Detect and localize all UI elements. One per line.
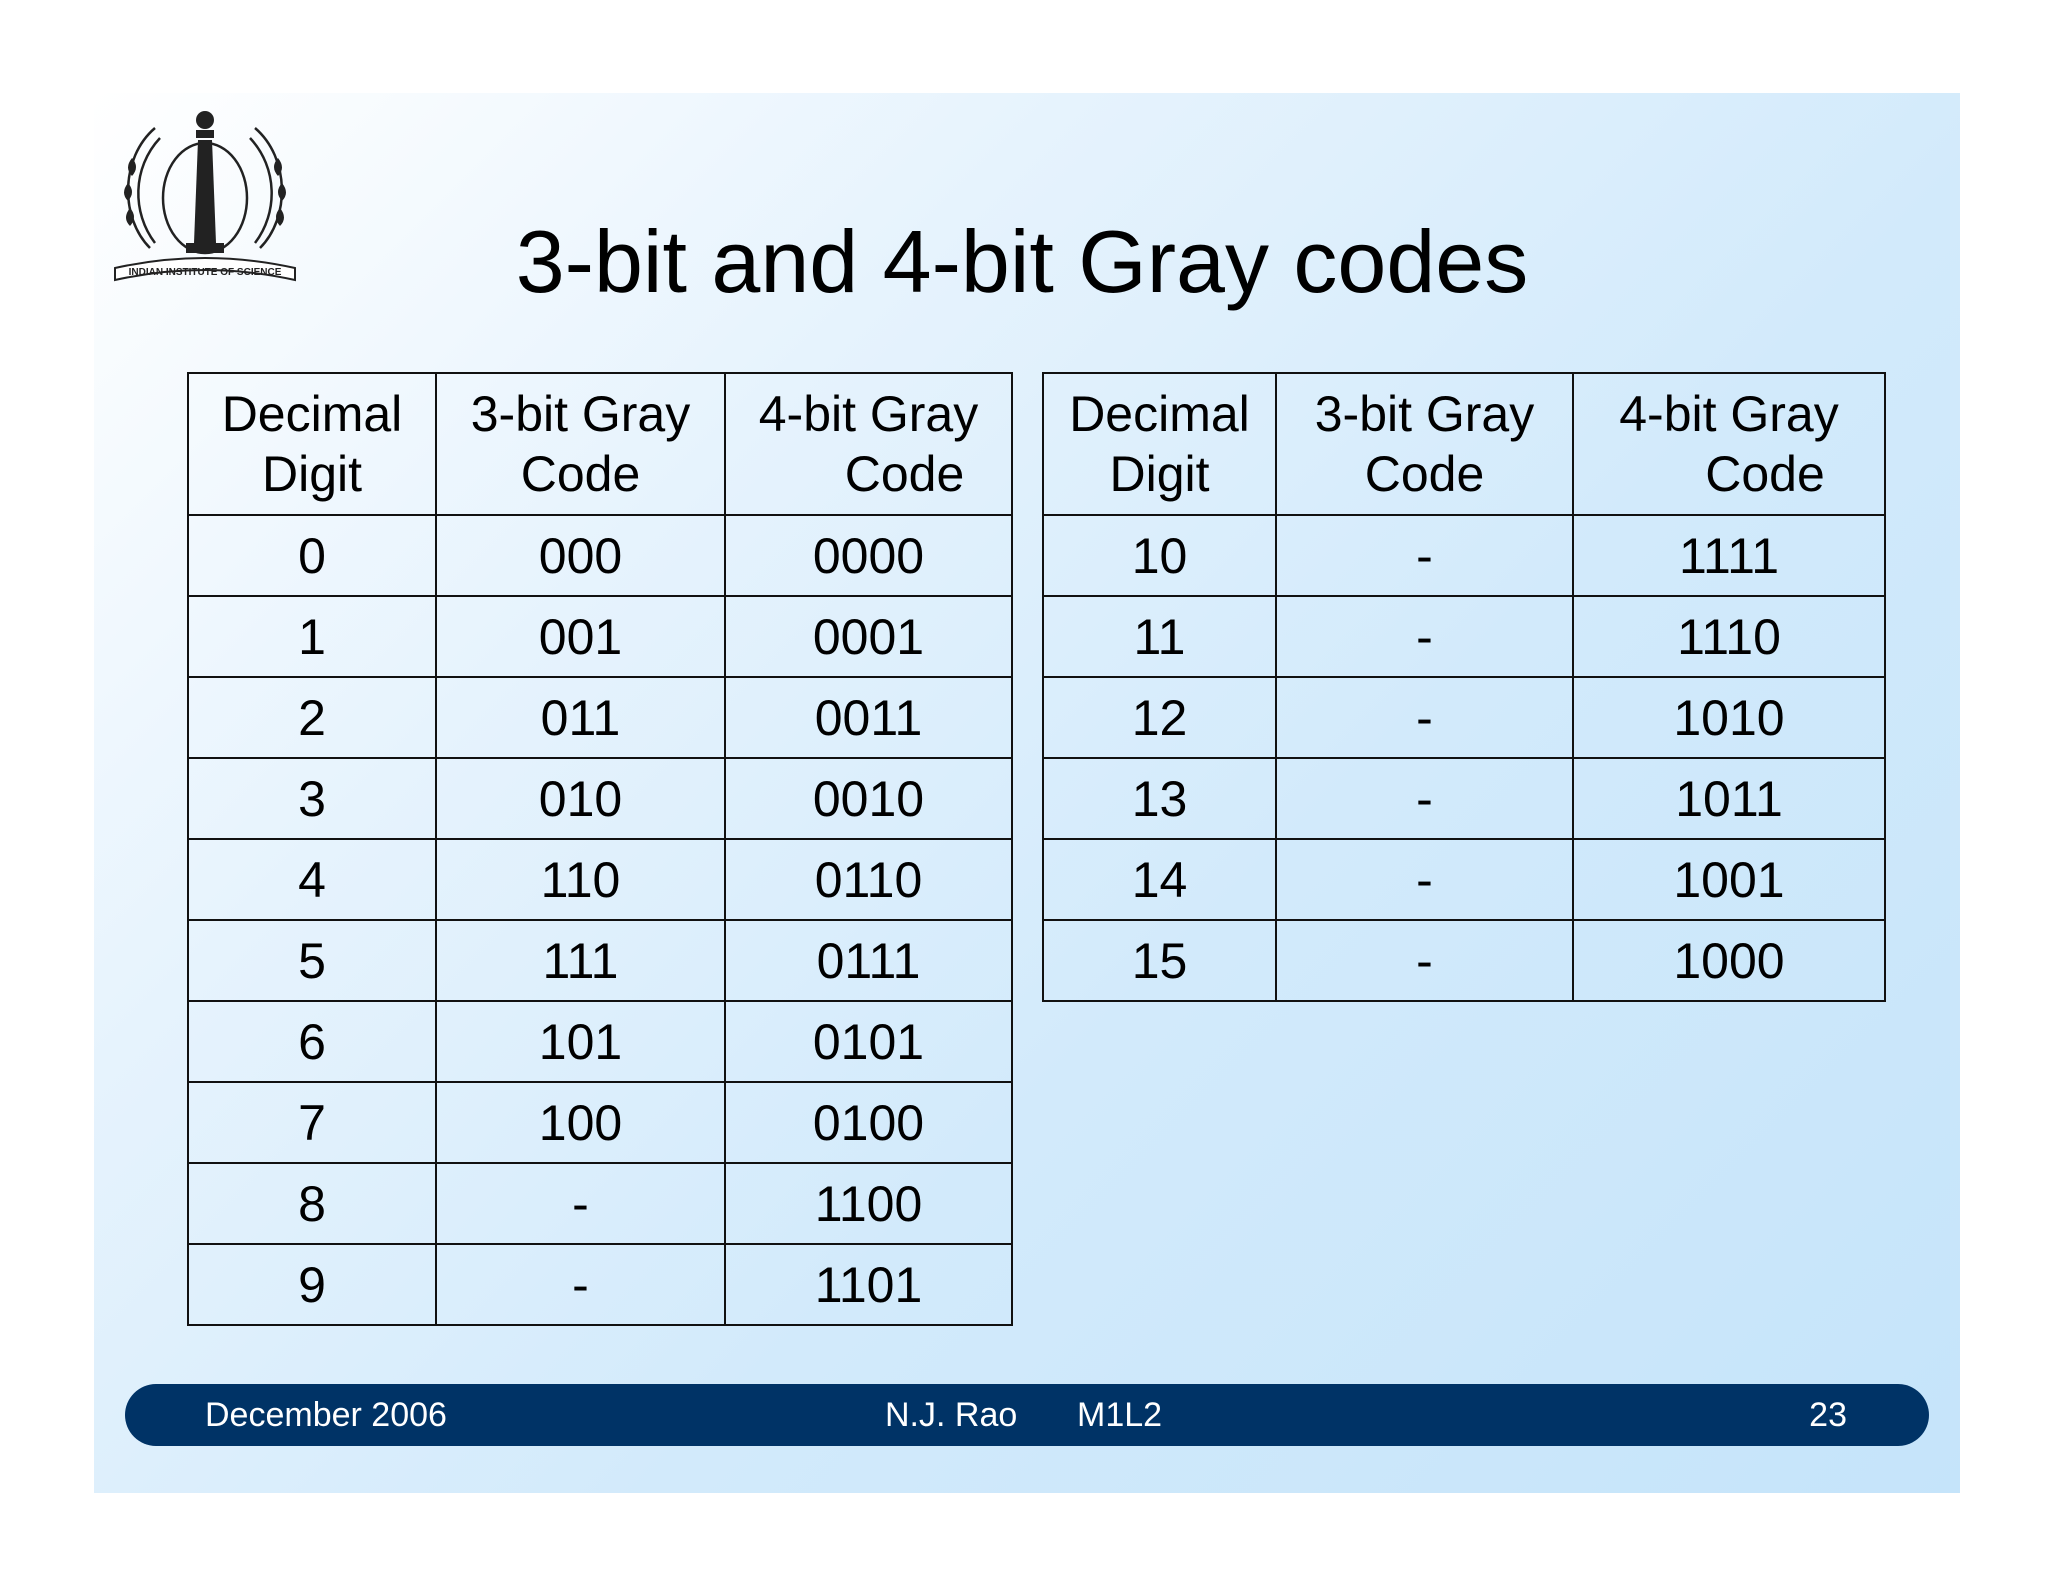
table-header-row: [188, 373, 1012, 515]
table-row: [188, 1163, 1012, 1244]
cell-3bit: -: [1276, 677, 1573, 758]
cell-4bit: 0000: [725, 515, 1012, 596]
table-row: [188, 1244, 1012, 1325]
footer-module: M1L2: [1077, 1396, 1163, 1434]
cell-decimal: 5: [188, 920, 436, 1001]
cell-3bit: -: [1276, 596, 1573, 677]
cell-decimal: 0: [188, 515, 436, 596]
header-4bit-gray-code: 4-bit Gray Code: [725, 373, 1012, 515]
cell-decimal: 6: [188, 1001, 436, 1082]
cell-decimal: 2: [188, 677, 436, 758]
table-row: [1043, 839, 1885, 920]
cell-3bit: 010: [436, 758, 725, 839]
table-header-row: [1043, 373, 1885, 515]
cell-3bit: 110: [436, 839, 725, 920]
cell-4bit: 0111: [725, 920, 1012, 1001]
cell-4bit: 0010: [725, 758, 1012, 839]
gray-code-table-left: [187, 372, 1013, 1326]
cell-3bit: 011: [436, 677, 725, 758]
footer-author: N.J. Rao: [885, 1396, 1018, 1434]
cell-4bit: 0001: [725, 596, 1012, 677]
cell-3bit: -: [436, 1163, 725, 1244]
footer-bar: [125, 1384, 1929, 1446]
cell-4bit: 0101: [725, 1001, 1012, 1082]
table-row: [188, 596, 1012, 677]
header-3bit-gray-code: 3-bit Gray Code: [436, 373, 725, 515]
cell-3bit: 100: [436, 1082, 725, 1163]
cell-4bit: 1001: [1573, 839, 1885, 920]
header-decimal-digit: Decimal Digit: [188, 373, 436, 515]
emblem-text: INDIAN INSTITUTE OF SCIENCE: [128, 267, 282, 278]
header-3bit-gray-code: 3-bit Gray Code: [1276, 373, 1573, 515]
table-row: [188, 839, 1012, 920]
cell-4bit: 1111: [1573, 515, 1885, 596]
cell-3bit: -: [436, 1244, 725, 1325]
cell-decimal: 8: [188, 1163, 436, 1244]
table-row: [1043, 920, 1885, 1001]
cell-4bit: 1011: [1573, 758, 1885, 839]
cell-decimal: 1: [188, 596, 436, 677]
cell-4bit: 1101: [725, 1244, 1012, 1325]
table-row: [188, 1082, 1012, 1163]
cell-4bit: 0011: [725, 677, 1012, 758]
table-row: [1043, 515, 1885, 596]
cell-4bit: 1010: [1573, 677, 1885, 758]
cell-decimal: 13: [1043, 758, 1276, 839]
footer-date: December 2006: [205, 1396, 447, 1434]
header-4bit-gray-code: 4-bit Gray Code: [1573, 373, 1885, 515]
table-row: [188, 920, 1012, 1001]
table-row: [1043, 677, 1885, 758]
cell-4bit: 0110: [725, 839, 1012, 920]
cell-decimal: 14: [1043, 839, 1276, 920]
cell-decimal: 15: [1043, 920, 1276, 1001]
footer-page-number: 23: [1809, 1396, 1847, 1434]
table-row: [188, 758, 1012, 839]
cell-4bit: 1100: [725, 1163, 1012, 1244]
table-row: [188, 515, 1012, 596]
cell-3bit: 001: [436, 596, 725, 677]
cell-3bit: -: [1276, 515, 1573, 596]
cell-decimal: 3: [188, 758, 436, 839]
cell-decimal: 11: [1043, 596, 1276, 677]
cell-decimal: 9: [188, 1244, 436, 1325]
cell-3bit: 101: [436, 1001, 725, 1082]
cell-3bit: -: [1276, 839, 1573, 920]
cell-3bit: -: [1276, 920, 1573, 1001]
cell-3bit: -: [1276, 758, 1573, 839]
gray-code-table-right: [1042, 372, 1886, 1002]
cell-decimal: 7: [188, 1082, 436, 1163]
table-row: [188, 677, 1012, 758]
cell-4bit: 1000: [1573, 920, 1885, 1001]
cell-3bit: 000: [436, 515, 725, 596]
cell-decimal: 12: [1043, 677, 1276, 758]
cell-4bit: 0100: [725, 1082, 1012, 1163]
cell-decimal: 4: [188, 839, 436, 920]
table-row: [188, 1001, 1012, 1082]
header-decimal-digit: Decimal Digit: [1043, 373, 1276, 515]
cell-decimal: 10: [1043, 515, 1276, 596]
table-row: [1043, 596, 1885, 677]
page-title: 3-bit and 4-bit Gray codes: [515, 212, 1529, 311]
table-row: [1043, 758, 1885, 839]
cell-4bit: 1110: [1573, 596, 1885, 677]
cell-3bit: 111: [436, 920, 725, 1001]
